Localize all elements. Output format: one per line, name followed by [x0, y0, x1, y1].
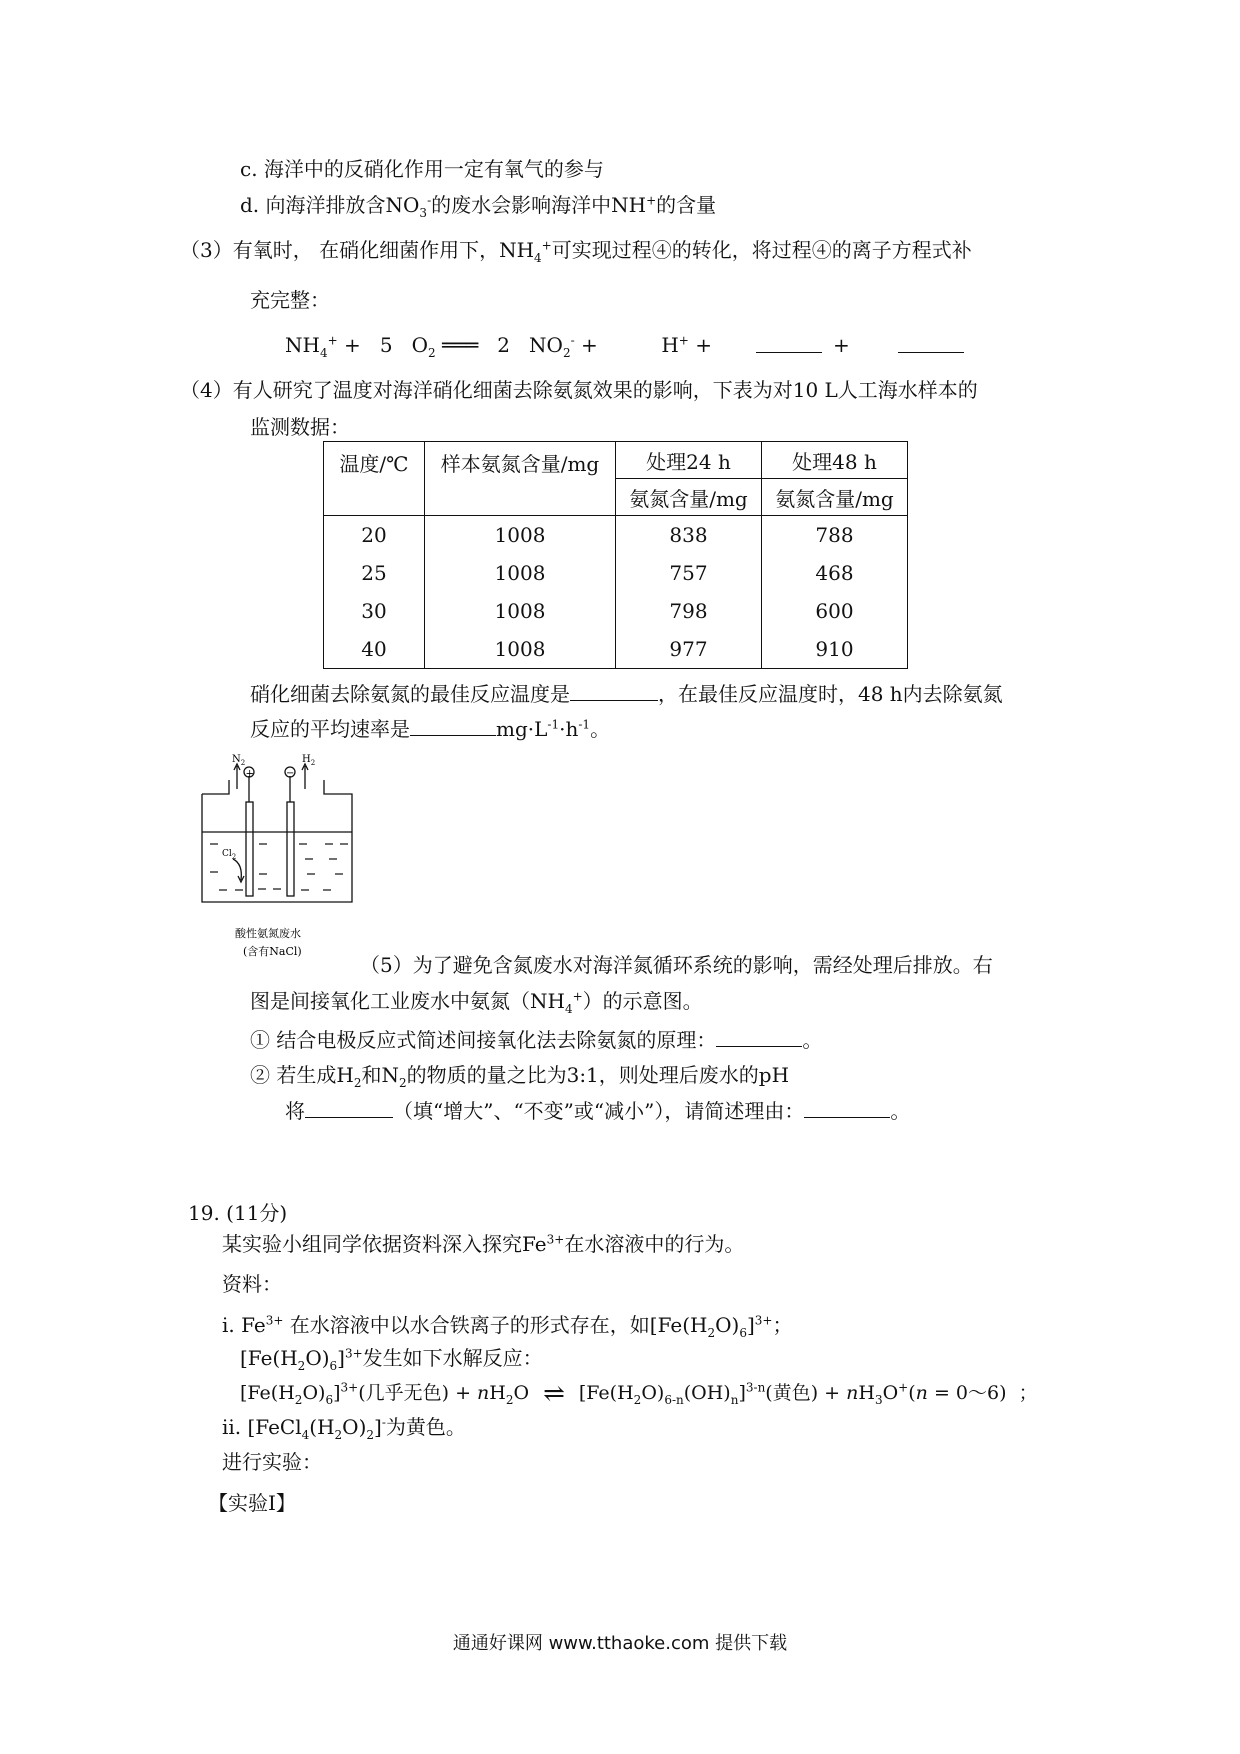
th-24h: 处理24 h — [616, 442, 762, 479]
q19-intro-post: 在水溶液中的行为。 — [564, 1232, 745, 1256]
option-d-sup: - — [427, 193, 432, 208]
eq-nh4-sup: + — [327, 333, 338, 348]
eq19-h: O) — [641, 1382, 665, 1404]
eq19-h-sub: 6-n — [664, 1392, 684, 1407]
q19-ii-sub2: 2 — [334, 1428, 343, 1442]
q19-experiment-1: 【实验I】 — [208, 1491, 296, 1515]
option-d-text-3: 的含量 — [656, 193, 717, 217]
table-cell: 1008 — [425, 592, 616, 630]
table-cell: 30 — [324, 592, 425, 630]
q19-item-ii — [222, 1414, 466, 1440]
eq-blank-1[interactable] — [756, 334, 822, 353]
q5-blank-ph[interactable] — [305, 1099, 393, 1118]
eq19-e-sub: 2 — [505, 1392, 514, 1407]
q19-i2-sub: 2 — [297, 1359, 306, 1373]
q19-i2-mid: O) — [305, 1346, 330, 1370]
q19-item-i — [222, 1312, 792, 1338]
q5-item2b-pre: 将 — [285, 1099, 305, 1123]
plus-sign: + — [245, 768, 254, 780]
option-d-sup2: + — [646, 193, 657, 208]
q4-unit-end: 。 — [590, 717, 611, 741]
table-cell: 910 — [762, 630, 908, 669]
q19-data-label: 资料： — [222, 1272, 282, 1296]
q19-i2-pre: [Fe(H — [240, 1346, 298, 1370]
q4-ans1-post: ，在最佳反应温度时，48 h内去除氨氮 — [658, 682, 1003, 706]
q4-answer-line1 — [250, 681, 1003, 707]
table-cell: 1008 — [425, 516, 616, 555]
q19-hydrolysis-equation — [240, 1380, 1038, 1407]
table-cell: 788 — [762, 516, 908, 555]
q3-text-1: （3）有氧时， 在硝化细菌作用下，NH — [180, 238, 535, 262]
eq19-a: [Fe(H — [240, 1382, 295, 1404]
q3-sub: 4 — [534, 251, 542, 265]
q4-line1: （4）有人研究了温度对海洋硝化细菌去除氨氮效果的影响，下表为对10 L人工海水样本的 — [180, 378, 978, 402]
q19-ii-sub3: 2 — [366, 1428, 375, 1442]
table-cell: 838 — [616, 516, 762, 555]
q19-intro — [222, 1231, 744, 1257]
q5-item1-end: 。 — [802, 1028, 823, 1052]
eq-plus3: + — [688, 333, 712, 357]
q4-ans2-pre: 反应的平均速率是 — [250, 717, 410, 741]
q19-ii-sub: 4 — [301, 1428, 310, 1442]
q5-item2-pre: ② 若生成H — [250, 1063, 354, 1087]
q19-i1-sup: 3+ — [265, 1313, 284, 1328]
q5-item2-sub1: 2 — [353, 1076, 362, 1090]
eq19-b: O) — [302, 1382, 326, 1404]
q19-i2-sup: 3+ — [344, 1346, 363, 1361]
q4-unit-mid: ·h — [559, 717, 579, 741]
eq19-i: (OH) — [683, 1382, 731, 1404]
q5-item2b-mid: （填“增大”、“不变”或“减小”），请简述理由： — [393, 1099, 805, 1123]
q19-i1-semi: ； — [772, 1313, 793, 1337]
q19-intro-pre: 某实验小组同学依据资料深入探究Fe — [222, 1232, 547, 1256]
q4-unit: mg·L — [496, 717, 548, 741]
q3-line2: 充完整： — [250, 288, 330, 312]
eq-h: + H — [574, 333, 679, 357]
q19-i2-sub2: 6 — [329, 1359, 338, 1373]
eq19-n: ( — [908, 1382, 916, 1404]
q5-line2-post: ）的示意图。 — [582, 989, 703, 1013]
cl2-label: $Cl_2$ — [222, 849, 237, 861]
minus-sign: − — [286, 768, 295, 779]
data-table — [323, 441, 908, 669]
option-c: c. 海洋中的反硝化作用一定有氧气的参与 — [240, 157, 604, 181]
q19-i1-sub: 2 — [707, 1326, 716, 1340]
option-d-text-1: d. 向海洋排放含NO — [240, 193, 420, 217]
th-temp: 温度/℃ — [324, 442, 425, 516]
option-d-sub: 3 — [419, 206, 428, 220]
q3-sup: + — [541, 238, 552, 253]
th-sample: 样本氨氮含量/mg — [425, 442, 616, 516]
eq-o2-sub: 2 — [428, 346, 436, 360]
eq19-k: (黄色) + — [765, 1382, 847, 1404]
q19-title: 19. (11分) — [188, 1201, 288, 1225]
q19-ii-pre: ii. [FeCl — [222, 1415, 302, 1439]
eq-blank-2[interactable] — [898, 334, 964, 353]
q5-item2b-end: 。 — [890, 1099, 911, 1123]
eq19-g-sub: 2 — [633, 1392, 642, 1407]
q5-item2-sub2: 2 — [398, 1076, 407, 1090]
option-d — [240, 192, 716, 218]
eq-o2: + 5 O — [337, 333, 429, 357]
page-footer: 通通好课网 www.tthaoke.com 提供下载 — [452, 1633, 788, 1654]
table-cell: 1008 — [425, 554, 616, 592]
q19-ii-mid: (H — [309, 1415, 335, 1439]
n2-label: $N_2$ — [232, 754, 246, 767]
eq-nh4: NH — [285, 333, 320, 357]
eq19-o: = 0～6) ； — [927, 1382, 1038, 1404]
eq19-l-sub: 3 — [874, 1392, 883, 1407]
q19-i2-post: 发生如下水解反应： — [362, 1346, 543, 1370]
cathode-electrode — [287, 802, 294, 896]
q5-item2-mid: 和N — [361, 1063, 399, 1087]
eq-arrow-no2: ═══ 2 NO — [435, 333, 563, 357]
q5-line2-sub: 4 — [564, 1002, 573, 1016]
q5-blank-reason[interactable] — [804, 1099, 890, 1118]
th-48h-sub: 氨氮含量/mg — [762, 479, 908, 516]
q19-i1-sub2: 6 — [739, 1326, 747, 1340]
table-cell: 20 — [324, 516, 425, 555]
eq19-c-sup: 3+ — [340, 1380, 359, 1395]
q5-item2b — [285, 1098, 910, 1124]
eq19-d: (几乎无色) + — [358, 1382, 478, 1404]
diagram-caption-2: (含有NaCl) — [243, 945, 302, 958]
eq-h-sup: + — [678, 333, 689, 348]
q4-ans1-pre: 硝化细菌去除氨氮的最佳反应温度是 — [250, 682, 570, 706]
table-cell: 977 — [616, 630, 762, 669]
electrolysis-diagram — [195, 752, 375, 967]
q19-ii-end: ] — [374, 1415, 382, 1439]
eq19-n1: n — [477, 1382, 490, 1404]
table-cell: 600 — [762, 592, 908, 630]
q4-answer-line2 — [250, 716, 610, 742]
eq19-n2: n — [846, 1382, 859, 1404]
table-cell: 468 — [762, 554, 908, 592]
q3-text-2: 可实现过程④的转化，将过程④的离子方程式补 — [551, 238, 972, 262]
eq19-f: O — [513, 1382, 530, 1404]
q5-line2-pre: 图是间接氧化工业废水中氨氮（NH — [250, 989, 565, 1013]
eq19-b-sub: 6 — [325, 1392, 334, 1407]
q4-unit-sup2: -1 — [578, 717, 591, 732]
eq19-e: H — [489, 1382, 506, 1404]
q19-ii-sup: - — [381, 1415, 386, 1430]
diagram-caption-1: 酸性氨氮废水 — [235, 927, 301, 940]
q4-blank-rate[interactable] — [410, 717, 496, 736]
q5-item1 — [250, 1027, 822, 1053]
eq19-a-sub: 2 — [294, 1392, 303, 1407]
tank-left-wall — [202, 785, 229, 794]
eq19-n3: n — [915, 1382, 928, 1404]
q4-blank-temp[interactable] — [570, 682, 658, 701]
eq19-j-sup: 3-n — [745, 1380, 766, 1395]
anode-electrode — [246, 802, 253, 896]
q19-ii-tail: 为黄色。 — [385, 1415, 466, 1439]
eq19-i-sub: n — [730, 1392, 739, 1407]
q5-blank-principle[interactable] — [716, 1028, 802, 1047]
table-cell: 798 — [616, 592, 762, 630]
q19-proceed: 进行实验： — [222, 1450, 322, 1474]
q5-item2 — [250, 1062, 789, 1088]
eq19-m: O — [882, 1382, 899, 1404]
q5-line2 — [250, 988, 703, 1014]
q19-i1-pre: i. Fe — [222, 1313, 266, 1337]
q19-intro-sup: 3+ — [546, 1232, 565, 1247]
q3-line1 — [180, 237, 972, 263]
eq19-c: ] — [333, 1382, 341, 1404]
eq-nh4-sub: 4 — [319, 346, 328, 360]
q4-line2: 监测数据： — [250, 415, 350, 439]
q4-unit-sup1: -1 — [547, 717, 560, 732]
th-48h: 处理48 h — [762, 442, 908, 479]
eq19-g: [Fe(H — [578, 1382, 634, 1404]
eq-no2-sub: 2 — [562, 346, 571, 360]
q19-i1-mid: 在水溶液中以水合铁离子的形式存在，如[Fe(H — [283, 1313, 708, 1337]
h2-label: $H_2$ — [302, 754, 316, 767]
q19-ii-post: O) — [342, 1415, 367, 1439]
eq-no2-sup: - — [570, 333, 575, 348]
table-cell: 757 — [616, 554, 762, 592]
q5-item1-text: ① 结合电极反应式简述间接氧化法去除氨氮的原理： — [250, 1028, 717, 1052]
eq19-j: ] — [738, 1382, 746, 1404]
q5-line1: （5）为了避免含氮废水对海洋氮循环系统的影响，需经处理后排放。右 — [360, 953, 993, 977]
table-cell: 25 — [324, 554, 425, 592]
q19-i1-end: ] — [746, 1313, 755, 1337]
q19-item-i-line2 — [240, 1345, 543, 1371]
cl2-arrow-icon — [233, 859, 241, 880]
eq19-l: H — [858, 1382, 875, 1404]
table-cell: 40 — [324, 630, 425, 669]
eq19-m-sup: + — [898, 1380, 909, 1395]
q5-item2-post: 的物质的量之比为3:1，则处理后废水的pH — [406, 1063, 790, 1087]
q5-line2-sup: + — [572, 989, 583, 1004]
q19-i2-end: ] — [337, 1346, 345, 1370]
eq-plus4: + — [833, 333, 850, 357]
q3-equation — [285, 332, 712, 358]
th-24h-sub: 氨氮含量/mg — [616, 479, 762, 516]
table-cell: 1008 — [425, 630, 616, 669]
q19-i1-post: O) — [715, 1313, 740, 1337]
equilibrium-arrow-icon: ⇌ — [543, 1379, 565, 1409]
option-d-text-2: 的废水会影响海洋中NH — [431, 193, 647, 217]
q19-i1-sup2: 3+ — [754, 1313, 773, 1328]
